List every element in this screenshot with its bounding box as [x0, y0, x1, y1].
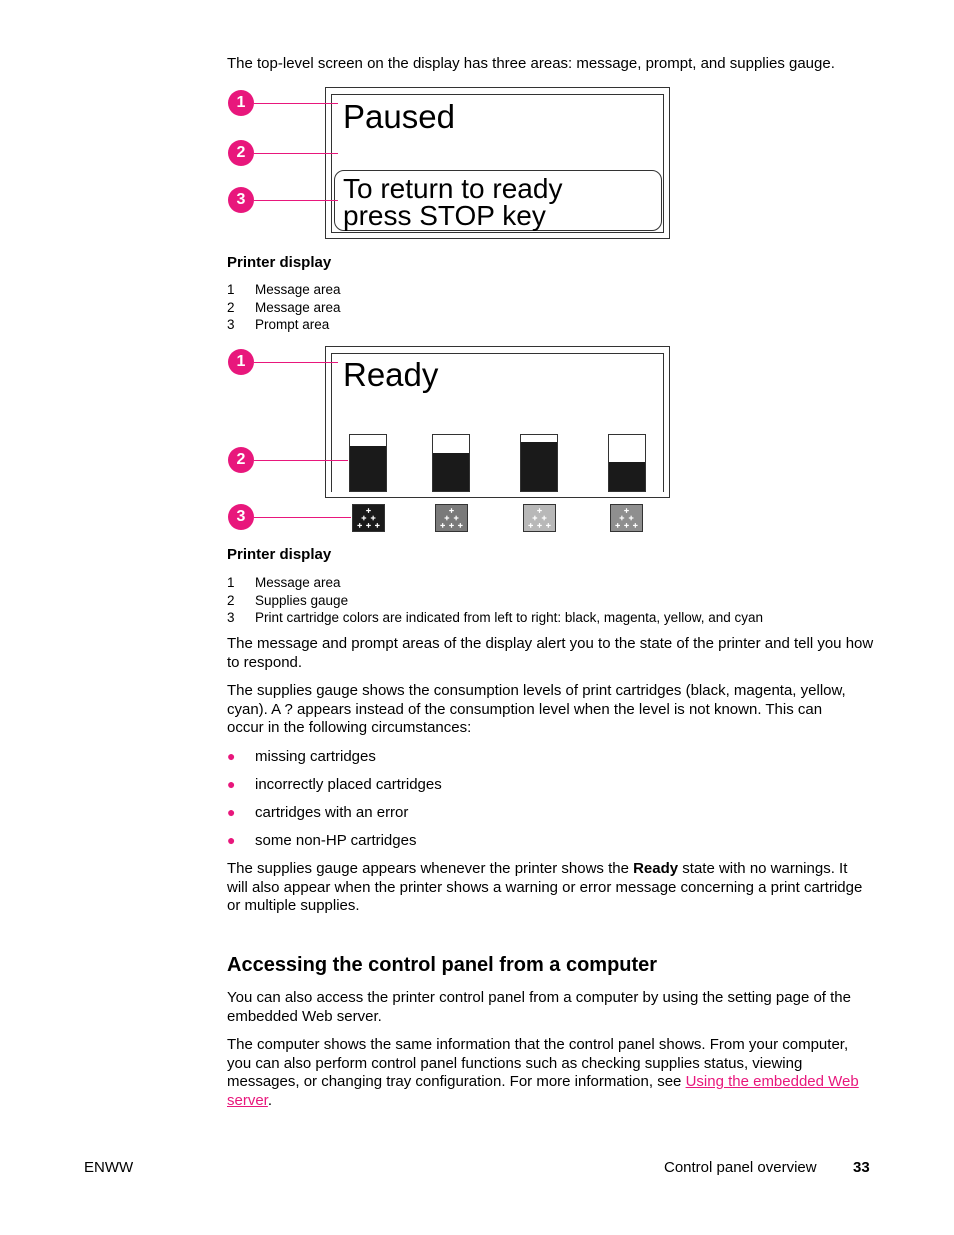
lcd-frame: [325, 87, 670, 239]
paragraph-computer-shows: The computer shows the same information that the control panel shows. From your computer, you can also perform control panel functions such as checking supplies status, viewing messages, or changing tray configuration. For more information, see Using the embedded Web server.: [227, 1036, 859, 1109]
embedded-web-server-link[interactable]: Using the embedded Web server: [227, 1073, 859, 1109]
cyan-cartridge-icon: [610, 504, 643, 532]
lcd-message: Paused: [343, 98, 455, 135]
gauge-cyan: [608, 434, 646, 492]
paragraph-supplies-gauge: The supplies gauge shows the consumption levels of print cartridges (black, magenta, yellow, cyan). A ? appears instead of the consumption level when the level is not known. This can occur in the following circumstances:: [227, 682, 846, 736]
callout-1: 1: [228, 90, 254, 116]
figure1-legend: 1 Message area 2 Message area 3 Prompt area: [227, 282, 341, 332]
yellow-cartridge-icon: [523, 504, 556, 532]
lcd-message: Ready: [343, 356, 439, 393]
footer-section-title: Control panel overview: [664, 1159, 817, 1176]
callout-leader: [254, 200, 338, 201]
callout-leader: [254, 362, 338, 363]
callout-2: 2: [228, 140, 254, 166]
lcd-prompt-line2: press STOP key: [343, 200, 546, 231]
callout-3: 3: [228, 504, 254, 530]
gauge-yellow: [520, 434, 558, 492]
figure2-caption: Printer display: [227, 546, 332, 563]
callout-1: 1: [228, 349, 254, 375]
callout-3: 3: [228, 187, 254, 213]
section-heading: Accessing the control panel from a computer: [227, 954, 658, 976]
callout-leader: [254, 153, 338, 154]
paragraph-gauge-appears: The supplies gauge appears whenever the printer shows the Ready state with no warnings. It will also appear when the printer shows a warning or error message concerning a print cartridge or multiple supplies.: [227, 860, 863, 914]
paragraph-access-computer: You can also access the printer control panel from a computer by using the setting page of the embedded Web server.: [227, 989, 851, 1025]
callout-leader: [254, 103, 338, 104]
paragraph-message-prompt: The message and prompt areas of the display alert you to the state of the printer and tell you how to respond.: [227, 635, 874, 671]
callout-leader: [254, 517, 351, 518]
gauge-black: [349, 434, 387, 492]
figure2-legend: 1 Message area 2 Supplies gauge 3 Print cartridge colors are indicated from left to right: black, magenta, yellow, and cyan: [227, 575, 763, 625]
intro-paragraph: The top-level screen on the display has three areas: message, prompt, and supplies gauge.: [227, 55, 835, 72]
lcd-prompt-line1: To return to ready: [343, 173, 563, 204]
magenta-cartridge-icon: [435, 504, 468, 532]
callout-2: 2: [228, 447, 254, 473]
black-cartridge-icon: [352, 504, 385, 532]
figure1-caption: Printer display: [227, 254, 332, 271]
footer-left: ENWW: [84, 1159, 134, 1176]
callout-leader: [254, 460, 348, 461]
gauge-magenta: [432, 434, 470, 492]
page-number: 33: [853, 1159, 870, 1176]
